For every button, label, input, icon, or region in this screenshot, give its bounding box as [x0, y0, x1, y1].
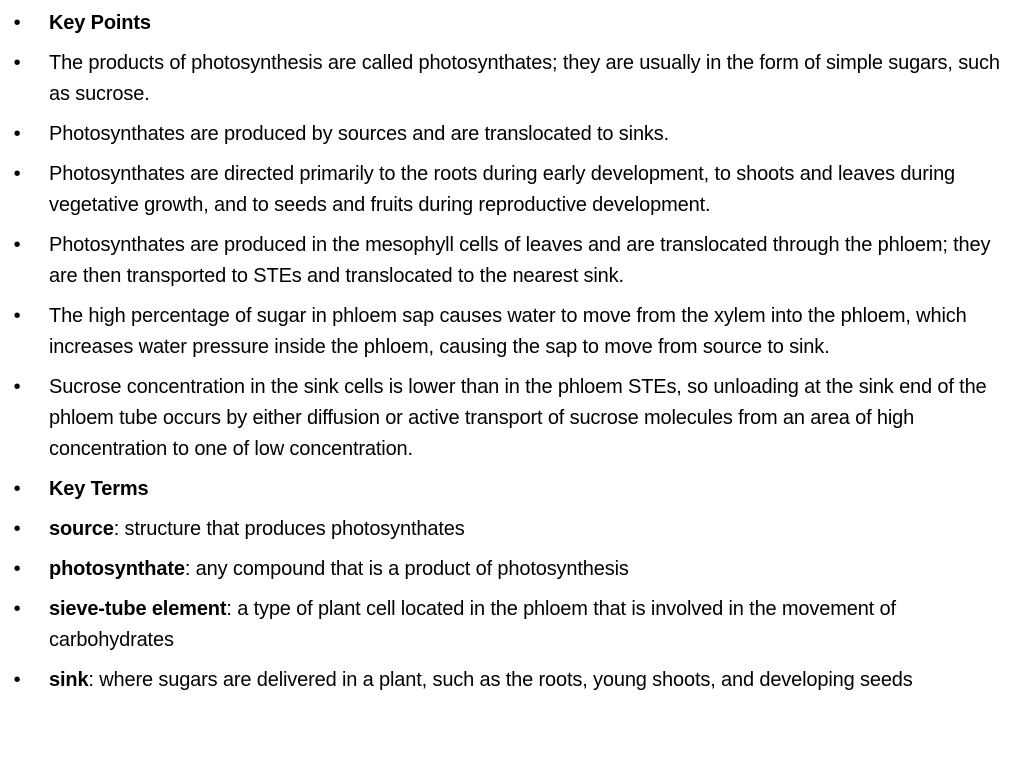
- key-term-definition: : where sugars are delivered in a plant, such as the roots, young shoots, and developing seeds: [88, 669, 913, 691]
- key-point-text: The products of photosynthesis are called photosynthates; they are usually in the form of simple sugars, such as sucrose.: [49, 52, 1000, 105]
- key-term-word: sink: [49, 669, 89, 691]
- key-point-text: The high percentage of sugar in phloem sap causes water to move from the xylem into the phloem, which increases water pressure inside the phloem, causing the sap to move from source to sink.: [49, 305, 967, 358]
- key-point-item: [10, 159, 1000, 221]
- key-point-item: [10, 372, 1000, 465]
- key-point-text: Photosynthates are produced in the mesophyll cells of leaves and are translocated through the phloem; they are then transported to STEs and translocated to the nearest sink.: [49, 234, 991, 287]
- bullet-icon: •: [13, 12, 21, 34]
- key-term-item: [10, 594, 1000, 656]
- bullet-icon: •: [13, 669, 21, 691]
- key-term-item: [10, 665, 1000, 696]
- key-term-word: sieve-tube element: [49, 598, 227, 620]
- bullet-icon: •: [13, 558, 21, 580]
- key-points-heading-item: [10, 8, 1000, 39]
- bullet-icon: •: [13, 163, 21, 185]
- key-terms-heading-item: [10, 474, 1000, 505]
- bullet-icon: •: [13, 234, 21, 256]
- bullet-icon: •: [13, 376, 21, 398]
- bullet-icon: •: [13, 123, 21, 145]
- key-term-item: [10, 514, 1000, 545]
- key-point-item: [10, 48, 1000, 110]
- key-point-item: [10, 230, 1000, 292]
- bullet-icon: •: [13, 52, 21, 74]
- key-term-definition: : any compound that is a product of photosynthesis: [184, 558, 629, 580]
- key-term-item: [10, 554, 1000, 585]
- key-point-item: [10, 301, 1000, 363]
- key-point-text: Sucrose concentration in the sink cells is lower than in the phloem STEs, so unloading at the sink end of the phloem tube occurs by either diffusion or active transport of sucrose molecules from an area of high concentration to one of low concentration.: [49, 376, 987, 460]
- key-terms-heading: Key Terms: [49, 478, 149, 500]
- key-points-heading: Key Points: [49, 12, 151, 34]
- key-term-definition: : structure that produces photosynthates: [113, 518, 465, 540]
- key-term-definition: : a type of plant cell located in the phloem that is involved in the movement of carbohydrates: [49, 598, 896, 651]
- bullet-icon: •: [13, 518, 21, 540]
- bullet-icon: •: [13, 598, 21, 620]
- bullet-list: [10, 8, 1000, 696]
- key-point-text: Photosynthates are directed primarily to the roots during early development, to shoots and leaves during vegetative growth, and to seeds and fruits during reproductive development.: [49, 163, 956, 216]
- key-term-word: photosynthate: [49, 558, 185, 580]
- bullet-icon: •: [13, 478, 21, 500]
- bullet-icon: •: [13, 305, 21, 327]
- key-term-word: source: [49, 518, 114, 540]
- key-point-item: [10, 119, 1000, 150]
- key-point-text: Photosynthates are produced by sources and are translocated to sinks.: [49, 123, 670, 145]
